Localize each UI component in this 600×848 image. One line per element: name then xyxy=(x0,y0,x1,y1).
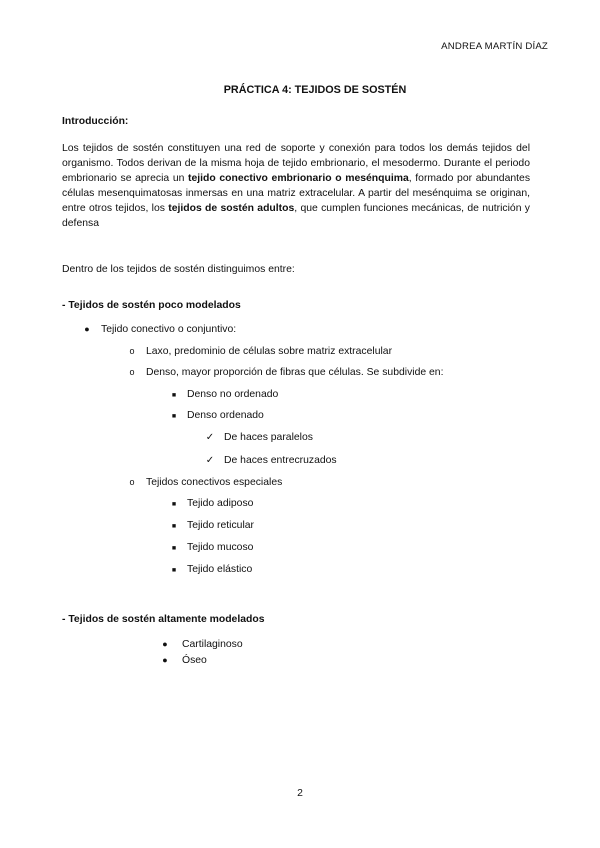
square-bullet-icon: ■ xyxy=(171,413,177,420)
list-item-cartilaginoso xyxy=(160,637,243,652)
list-item-label: Óseo xyxy=(182,655,207,666)
list-item-reticular xyxy=(170,518,254,533)
circle-bullet-icon: o xyxy=(129,477,135,487)
intro-text-3: , que cumplen funciones mecánicas, de nutrición y defensa xyxy=(62,203,530,229)
list-item-denso-no-ordenado xyxy=(170,387,278,402)
list-item-especiales xyxy=(127,475,282,490)
checkmark-icon: ✓ xyxy=(205,432,215,443)
page-number: 2 xyxy=(297,788,303,799)
list-item-conectivo xyxy=(82,322,236,337)
circle-bullet-icon: o xyxy=(129,367,135,377)
list-item-label: Tejido elástico xyxy=(187,564,253,575)
list-item-haces-entrecruzados xyxy=(204,453,337,469)
list-item-label: Tejido adiposo xyxy=(187,498,254,509)
list-item-denso-ordenado xyxy=(170,408,264,423)
intro-paragraph xyxy=(62,141,530,231)
intro-text-1: Los tejidos de sostén constituyen una red de soporte y conexión para todos los demás tejidos del organismo. Todos derivan de la misma hoja de tejido embrionario, el mesodermo. Durante el periodo embrionario se aprecia un xyxy=(62,143,530,184)
list-item-adiposo xyxy=(170,496,253,511)
lead-sentence: Dentro de los tejidos de sostén distinguimos entre: xyxy=(62,264,295,275)
square-bullet-icon: ■ xyxy=(171,567,177,574)
section-heading-altamente-modelados: - Tejidos de sostén altamente modelados xyxy=(62,614,265,625)
header-author: ANDREA MARTÍN DÍAZ xyxy=(441,41,548,52)
intro-bold-2: tejidos de sostén adultos xyxy=(168,203,295,214)
section-heading-poco-modelados: - Tejidos de sostén poco modelados xyxy=(62,300,241,311)
disc-bullet-icon: ● xyxy=(162,655,168,665)
list-item-label: De haces paralelos xyxy=(224,432,313,443)
list-item-oseo xyxy=(160,653,207,668)
list-item-label: Denso no ordenado xyxy=(187,389,279,400)
list-item-label: Cartilaginoso xyxy=(182,639,243,650)
list-item-label: Tejido mucoso xyxy=(187,542,254,553)
disc-bullet-icon: ● xyxy=(84,324,90,334)
list-item-label: Tejidos conectivos especiales xyxy=(146,477,283,488)
list-item-label: De haces entrecruzados xyxy=(224,455,337,466)
list-item-label: Tejido conectivo o conjuntivo: xyxy=(101,324,237,335)
list-item-laxo xyxy=(127,344,392,359)
square-bullet-icon: ■ xyxy=(171,545,177,552)
list-item-elastico xyxy=(170,562,252,577)
checkmark-icon: ✓ xyxy=(205,455,215,466)
list-item-mucoso xyxy=(170,540,253,555)
intro-bold-1: tejido conectivo embrionario o mesénquima xyxy=(188,173,409,184)
list-item-label: Tejido reticular xyxy=(187,520,254,531)
disc-bullet-icon: ● xyxy=(162,639,168,649)
list-item-denso xyxy=(127,365,443,380)
intro-heading: Introducción: xyxy=(62,116,129,127)
square-bullet-icon: ■ xyxy=(171,501,177,508)
intro-text-2: , formado por abundantes células mesenquimatosas inmersas en una matriz extracelular. A partir del mesénquima se originan, entre otros tejidos, los xyxy=(62,173,531,214)
list-item-label: Denso, mayor proporción de fibras que células. Se subdivide en: xyxy=(146,367,444,378)
list-item-label: Denso ordenado xyxy=(187,410,264,421)
list-item-haces-paralelos xyxy=(204,430,313,446)
square-bullet-icon: ■ xyxy=(171,392,177,399)
circle-bullet-icon: o xyxy=(129,346,135,356)
square-bullet-icon: ■ xyxy=(171,523,177,530)
list-item-label: Laxo, predominio de células sobre matriz extracelular xyxy=(146,346,393,357)
page-title: PRÁCTICA 4: TEJIDOS DE SOSTÉN xyxy=(223,84,407,96)
